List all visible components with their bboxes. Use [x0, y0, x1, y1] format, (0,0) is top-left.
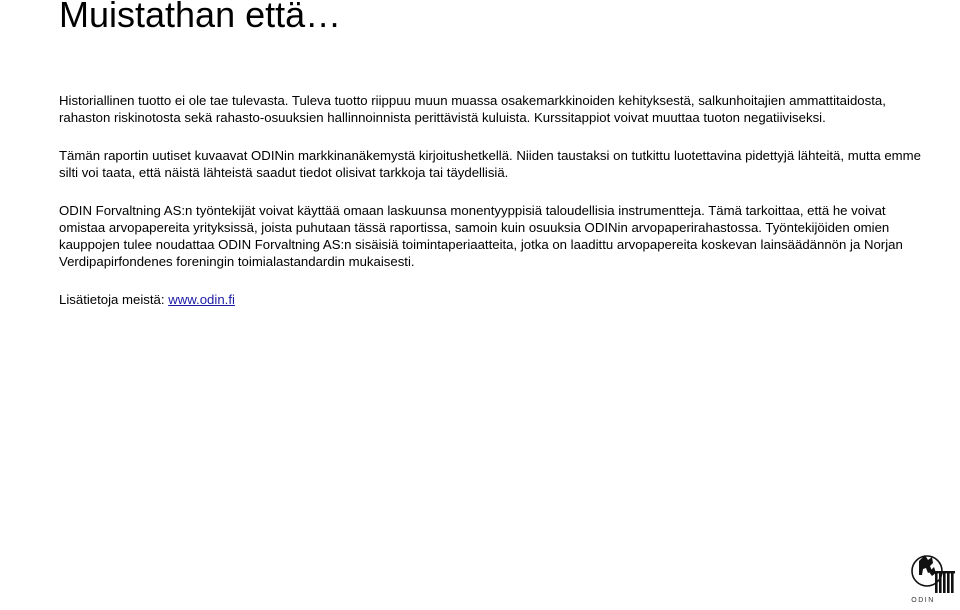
logo-wordmark: ODIN [911, 597, 935, 604]
odin-logo [905, 549, 957, 609]
odin-horse-logo-icon [905, 549, 957, 597]
paragraph-report-sources: Tämän raportin uutiset kuvaavat ODINin markkinanäkemystä kirjoitushetkellä. Niiden taustaksi on tutkittu luotettavina pidettyjä lähteitä, mutta emme silti voi taata, että näistä lähteistä saadut tiedot olisivat tarkkoja tai täydellisiä. [59, 147, 921, 181]
page-title: Muistathan että… [59, 0, 342, 35]
website-link[interactable]: www.odin.fi [168, 292, 235, 308]
paragraph-employee-trading: ODIN Forvaltning AS:n työntekijät voivat käyttää omaan laskuunsa monentyyppisiä taloudellisia instrumentteja. Tämä tarkoittaa, että he voivat omistaa arvopapereita yrityksissä, joista puhutaan tässä raportissa, samoin kuin osuuksia ODINin arvopaperirahastossa. Työntekijöiden omien kauppojen tulee noudattaa ODIN Forvaltning AS:n sisäisiä toimintaperiaatteita, jotka on laadittu arvopapereita koskevan lainsäädännön ja Norjan Verdipapirfondenes foreningin toimialastandardin mukaisesti. [59, 202, 903, 270]
paragraph-past-performance: Historiallinen tuotto ei ole tae tulevasta. Tuleva tuotto riippuu muun muassa osakemarkkinoiden kehityksestä, salkunhoitajien ammattitaidosta, rahaston riskinotosta sekä rahasto-osuuksien hallinnoinnista perittävistä kuluista. Kurssitappiot voivat muuttaa tuoton negatiiviseksi. [59, 93, 886, 126]
more-info-line [59, 291, 929, 308]
disclaimer-content [59, 92, 929, 329]
more-info-label: Lisätietoja meistä: [59, 292, 169, 308]
